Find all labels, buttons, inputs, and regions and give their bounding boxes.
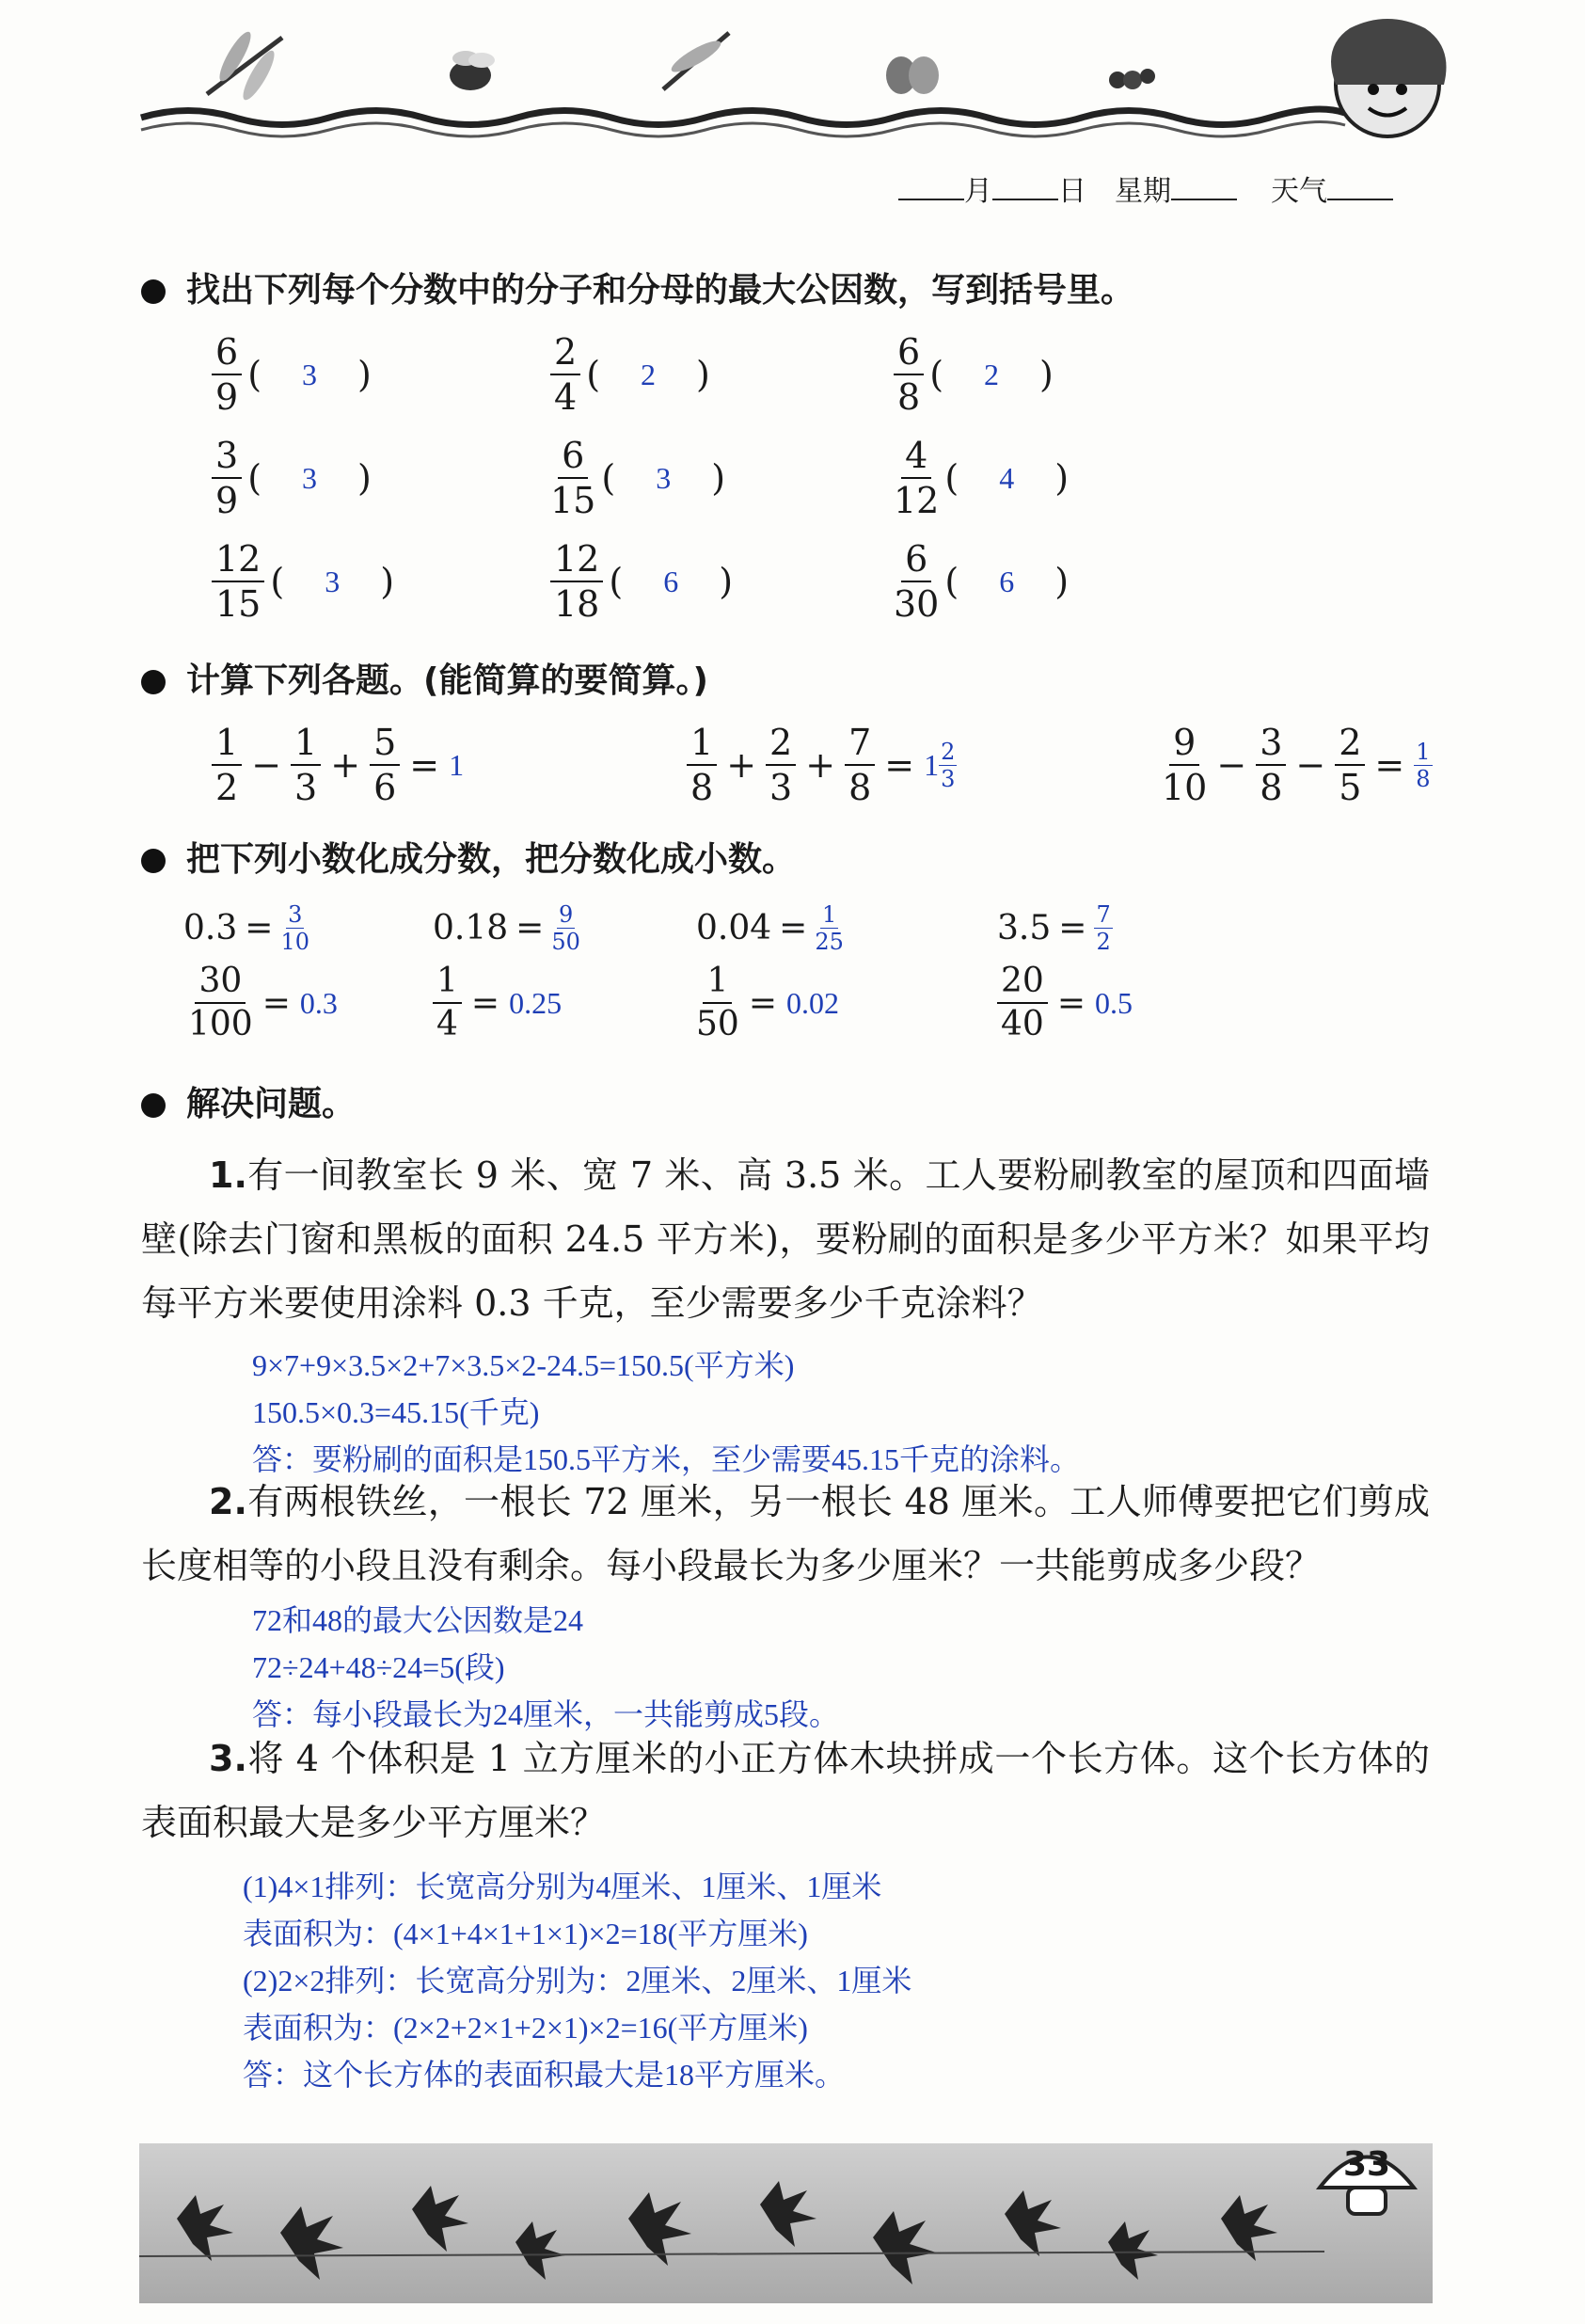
answer: $\frac{9}{50}$ xyxy=(551,901,580,955)
gcd-item: $\frac{6}{30}$ ( 6 ) xyxy=(894,538,1070,625)
decimal-to-fraction: 3.5 = $\frac{7}{2}$ xyxy=(997,901,1111,955)
dragonfly-icon xyxy=(663,33,729,89)
section1-heading: 找出下列每个分数中的分子和分母的最大公因数，写到括号里。 xyxy=(141,263,1134,311)
gcd-item: $\frac{4}{12}$ ( 4 ) xyxy=(894,435,1070,521)
answer: $\frac{1}{25}$ xyxy=(815,901,844,955)
section2-heading: 计算下列各题。(能简算的要简算。) xyxy=(141,654,708,702)
solution-3: (1)4×1排列：长宽高分别为4厘米、1厘米、1厘米 表面积为：(4×1+4×1+1×1)×2=18(平方厘米) (2)2×2排列：长宽高分别为：2厘米、2厘米、1厘米 表面积为：(2×2+2×1+2×1)×2=16(平方厘米) 答：这个长方体的表面积最大是18平方厘米。 xyxy=(243,1870,912,2092)
month-label: 月 xyxy=(964,175,992,208)
bullet-icon xyxy=(141,1093,166,1118)
section4-heading: 解决问题。 xyxy=(141,1077,356,1125)
bullet-icon xyxy=(141,670,166,694)
calc-expression-3: $\frac{9}{10}$ − $\frac{3}{8}$ − $\frac{2}{5}$ = $\frac{1}{8}$ xyxy=(1162,722,1431,808)
weekday-label: 星期 xyxy=(1115,175,1171,208)
butterfly-icon xyxy=(886,56,939,94)
footer-banner xyxy=(139,2143,1433,2303)
decimal-to-fraction: 0.3 = $\frac{3}{10}$ xyxy=(183,901,309,955)
section3-heading: 把下列小数化成分数，把分数化成小数。 xyxy=(141,833,796,881)
solution-2: 72和48的最大公因数是24 72÷24+48÷24=5(段) 答：每小段最长为24厘米，一共能剪成5段。 xyxy=(252,1603,840,1731)
answer: 6 xyxy=(663,564,679,598)
answer: 2 xyxy=(641,357,657,391)
answer: 1 xyxy=(449,747,465,782)
problem-2: 2.有两根铁丝，一根长 72 厘米，另一根长 48 厘米。工人师傅要把它们剪成长度相等的小段且没有剩余。每小段最长为多少厘米？一共能剪成多少段？ xyxy=(141,1481,1430,1586)
answer: 3 xyxy=(302,460,318,495)
dragonfly-icon xyxy=(207,28,282,103)
gcd-item: $\frac{2}{4}$ ( 2 ) xyxy=(550,334,716,415)
answer: $\frac{1}{8}$ xyxy=(1416,738,1431,792)
answer: $\frac{7}{2}$ xyxy=(1096,901,1111,955)
weather-label: 天气 xyxy=(1271,175,1327,208)
answer: 3 xyxy=(302,357,318,391)
day-label: 日 xyxy=(1058,175,1086,208)
leaves-decoration xyxy=(139,2143,1433,2303)
answer: 4 xyxy=(999,460,1015,495)
sun-icon xyxy=(1331,19,1447,136)
date-line xyxy=(898,167,1393,209)
header-decoration xyxy=(132,19,1449,151)
answer: 1 2 3 xyxy=(924,738,956,792)
calc-expression-1: $\frac{1}{2}$ − $\frac{1}{3}$ + $\frac{5}{6}$ = 1 xyxy=(212,724,464,805)
decimal-to-fraction: 0.18 = $\frac{9}{50}$ xyxy=(433,901,580,955)
page-number: 33 xyxy=(1342,2145,1391,2184)
gcd-item: $\frac{12}{18}$ ( 6 ) xyxy=(550,541,738,622)
bullet-icon xyxy=(141,279,166,304)
answer: 0.5 xyxy=(1094,985,1133,1020)
ant-icon xyxy=(1109,69,1155,89)
solution-1: 9×7+9×3.5×2+7×3.5×2-24.5=150.5(平方米) 150.5×0.3=45.15(千克) 答：要粉刷的面积是150.5平方米，至少需要45.15千克的涂料。 xyxy=(252,1348,1081,1476)
answer: 0.25 xyxy=(509,985,563,1020)
bee-icon xyxy=(450,51,495,90)
bullet-icon xyxy=(141,849,166,873)
fraction-to-decimal: $\frac{1}{4}$ = 0.25 xyxy=(433,964,562,1042)
gcd-item: $\frac{6}{9}$ ( 3 ) xyxy=(212,334,377,415)
problem-3: 3.将 4 个体积是 1 立方厘米的小正方体木块拼成一个长方体。这个长方体的表面积最大是多少平方厘米？ xyxy=(141,1738,1430,1843)
fraction-to-decimal: $\frac{20}{40}$ = 0.5 xyxy=(997,964,1133,1042)
answer: 3 xyxy=(325,564,341,598)
fraction-to-decimal: $\frac{30}{100}$ = 0.3 xyxy=(188,962,338,1043)
answer: 0.02 xyxy=(785,985,839,1020)
answer: 6 xyxy=(999,564,1015,598)
gcd-item: $\frac{12}{15}$ ( 3 ) xyxy=(212,541,400,622)
problem-1: 1.有一间教室长 9 米、宽 7 米、高 3.5 米。工人要粉刷教室的屋顶和四面墙壁(除去门窗和黑板的面积 24.5 平方米)，要粉刷的面积是多少平方米？如果平均每平方米要使用涂料 0.3 千克，至少需要多少千克涂料？ xyxy=(141,1154,1430,1324)
gcd-item: $\frac{3}{9}$ ( 3 ) xyxy=(212,438,377,518)
gcd-item: $\frac{6}{8}$ ( 2 ) xyxy=(894,334,1059,415)
calc-expression-2: $\frac{1}{8}$ + $\frac{2}{3}$ + $\frac{7}{8}$ = 1 2 3 xyxy=(687,724,957,805)
fraction-to-decimal: $\frac{1}{50}$ = 0.02 xyxy=(696,962,839,1043)
answer: $\frac{3}{10}$ xyxy=(280,901,309,955)
answer: 2 xyxy=(984,357,1000,391)
answer: 0.3 xyxy=(299,985,338,1020)
gcd-item: $\frac{6}{15}$ ( 3 ) xyxy=(550,435,726,521)
answer: 3 xyxy=(656,460,672,495)
decimal-to-fraction: 0.04 = $\frac{1}{25}$ xyxy=(696,901,844,955)
